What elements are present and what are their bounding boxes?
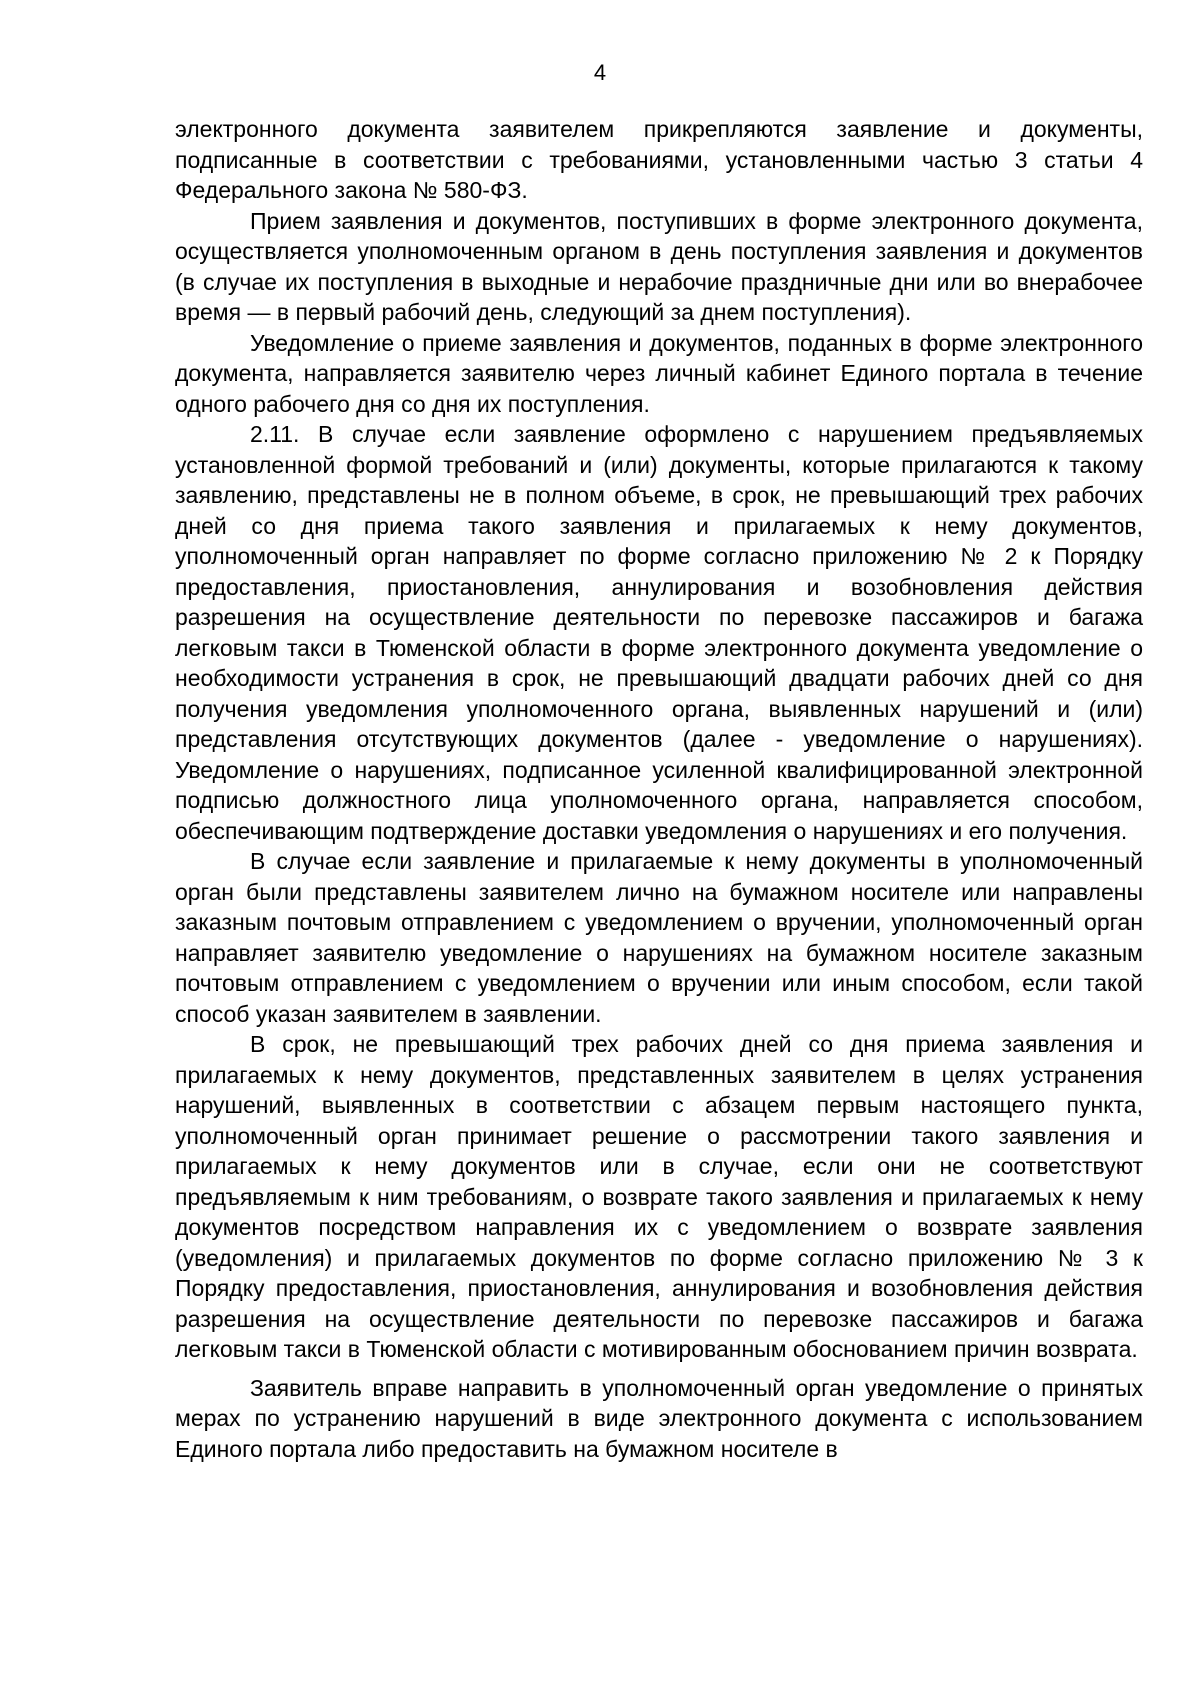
paragraph-applicant-right: Заявитель вправе направить в уполномоченный орган уведомление о принятых мерах по устранению нарушений в виде электронного документа с использованием Единого портала либо предоставить на бумажном носителе в [175, 1374, 1143, 1462]
document-body [175, 114, 1143, 1464]
paragraph-continuation: электронного документа заявителем прикрепляются заявление и документы, подписанные в соответствии с требованиями, установленными частью 3 статьи 4 Федерального закона № 580-ФЗ. [175, 116, 1143, 203]
paragraph-decision-term: В срок, не превышающий трех рабочих дней со дня приема заявления и прилагаемых к нему документов, представленных заявителем в целях устранения нарушений, выявленных в соответствии с абзацем первым настоящего пункта, уполномоченный орган принимает решение о рассмотрении такого заявления и прилагаемых к нему документов или в случае, если они не соответствуют предъявляемым к ним требованиям, о возврате такого заявления и прилагаемых к нему документов посредством направления их с уведомлением о возврате заявления (уведомления) и прилагаемых документов по форме согласно приложению № 3 к Порядку предоставления, приостановления, аннулирования и возобновления действия разрешения на осуществление деятельности по перевозке пассажиров и багажа легковым такси в Тюменской области с мотивированным обоснованием причин возврата. [175, 1031, 1143, 1362]
page-number: 4 [593, 60, 607, 85]
paragraph-clause-2-11: 2.11. В случае если заявление оформлено с нарушением предъявляемых установленной формой требований и (или) документы, которые прилагаются к такому заявлению, представлены не в полном объеме, в срок, не превышающий трех рабочих дней со дня приема такого заявления и прилагаемых к нему документов, уполномоченный орган направляет по форме согласно приложению № 2 к Порядку предоставления, приостановления, аннулирования и возобновления действия разрешения на осуществление деятельности по перевозке пассажиров и багажа легковым такси в Тюменской области в форме электронного документа уведомление о необходимости устранения в срок, не превышающий двадцати рабочих дней со дня получения уведомления уполномоченного органа, выявленных нарушений и (или) представления отсутствующих документов (далее - уведомление о нарушениях). Уведомление о нарушениях, подписанное усиленной квалифицированной электронной подписью должностного лица уполномоченного органа, направляется способом, обеспечивающим подтверждение доставки уведомления о нарушениях и его получения. [175, 421, 1143, 844]
paragraph-notification: Уведомление о приеме заявления и документов, поданных в форме электронного документа, направляется заявителю через личный кабинет Единого портала в течение одного рабочего дня со дня их поступления. [175, 329, 1143, 417]
paragraph-paper-submission: В случае если заявление и прилагаемые к нему документы в уполномоченный орган были представлены заявителем лично на бумажном носителе или направлены заказным почтовым отправлением с уведомлением о вручении, уполномоченный орган направляет заявителю уведомление о нарушениях на бумажном носителе заказным почтовым отправлением с уведомлением о вручении или иным способом, если такой способ указан заявителем в заявлении. [175, 848, 1143, 1027]
paragraph-reception: Прием заявления и документов, поступивших в форме электронного документа, осуществляется уполномоченным органом в день поступления заявления и документов (в случае их поступления в выходные и нерабочие праздничные дни или во внерабочее время — в первый рабочий день, следующий за днем поступления). [175, 207, 1143, 325]
